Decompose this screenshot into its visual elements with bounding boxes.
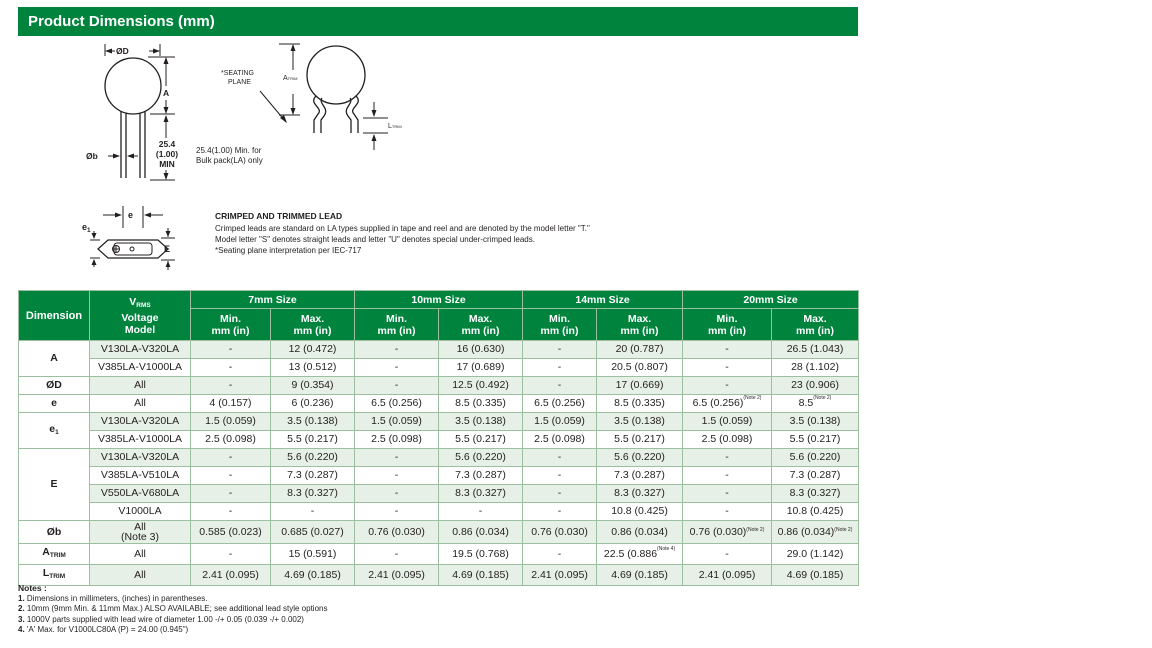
value-cell: - xyxy=(355,485,439,503)
seating-plane-label-1: *SEATING xyxy=(221,70,254,77)
value-cell: 1.5 (0.059) xyxy=(191,413,271,431)
value-cell: - xyxy=(191,544,271,565)
table-row xyxy=(19,544,859,565)
value-cell: - xyxy=(523,341,597,359)
crimp-description xyxy=(215,223,590,256)
value-cell: - xyxy=(439,503,523,521)
value-cell: 5.5 (0.217) xyxy=(772,431,859,449)
value-cell: 0.86 (0.034) xyxy=(439,521,523,544)
dimension-diagram xyxy=(18,38,858,288)
value-cell: - xyxy=(523,503,597,521)
dim-cell: Øb xyxy=(19,521,90,544)
table-row xyxy=(19,485,859,503)
value-cell: 3.5 (0.138) xyxy=(271,413,355,431)
value-cell: 0.76 (0.030) xyxy=(523,521,597,544)
value-cell: - xyxy=(683,341,772,359)
header-voltage-model: $V_{RMS}$ Voltage Model xyxy=(90,291,191,341)
value-cell: - xyxy=(271,503,355,521)
value-cell: 29.0 (1.142) xyxy=(772,544,859,565)
e1-label: $e_1$ xyxy=(82,222,91,234)
dim-cell: A xyxy=(19,341,90,377)
dimensions-table xyxy=(18,290,859,586)
value-cell: 5.6 (0.220) xyxy=(271,449,355,467)
value-cell: - xyxy=(683,359,772,377)
value-cell: 6.5 (0.256) xyxy=(523,395,597,413)
value-cell: 0.86 (0.034) xyxy=(597,521,683,544)
value-cell: 17 (0.669) xyxy=(597,377,683,395)
e-label: e xyxy=(128,210,134,220)
table-row xyxy=(19,413,859,431)
dim-cell: $e_1$ xyxy=(19,413,90,449)
table-row xyxy=(19,503,859,521)
value-cell: - xyxy=(523,467,597,485)
table-row xyxy=(19,467,859,485)
header-min: Min. mm (in) xyxy=(191,309,271,341)
table-row xyxy=(19,341,859,359)
header-max: Max. mm (in) xyxy=(271,309,355,341)
value-cell: 17 (0.689) xyxy=(439,359,523,377)
header-max: Max. mm (in) xyxy=(772,309,859,341)
value-cell: 10.8 (0.425) xyxy=(772,503,859,521)
model-cell: V385LA-V510LA xyxy=(90,467,191,485)
note-item: 2. 10mm (9mm Min. & 11mm Max.) ALSO AVAILABLE; see additional lead style options xyxy=(18,604,328,613)
model-cell: V385LA-V1000LA xyxy=(90,431,191,449)
value-cell: 22.5 (0.886$^{(Note 4)}$ xyxy=(597,544,683,565)
value-cell: 0.76 (0.030) xyxy=(355,521,439,544)
value-cell: 23 (0.906) xyxy=(772,377,859,395)
value-cell: 4.69 (0.185) xyxy=(439,565,523,586)
header-size-10mm: 10mm Size xyxy=(355,291,523,309)
value-cell: 8.5$^{(Note 2)}$ xyxy=(772,395,859,413)
value-cell: - xyxy=(523,377,597,395)
value-cell: 2.5 (0.098) xyxy=(523,431,597,449)
bulk-note-2: Bulk pack(LA) only xyxy=(196,156,263,165)
value-cell: 0.76 (0.030)$^{(Note 2)}$ xyxy=(683,521,772,544)
value-cell: 13 (0.512) xyxy=(271,359,355,377)
value-cell: 8.3 (0.327) xyxy=(772,485,859,503)
value-cell: 2.41 (0.095) xyxy=(355,565,439,586)
note-item: 3. 1000V parts supplied with lead wire of diameter 1.00 -/+ 0.05 (0.039 -/+ 0.002) xyxy=(18,614,304,624)
model-cell: V550LA-V680LA xyxy=(90,485,191,503)
table-row xyxy=(19,395,859,413)
note-item: 4. 'A' Max. for V1000LC80A (P) = 24.00 (0.945") xyxy=(18,625,189,634)
value-cell: 0.585 (0.023) xyxy=(191,521,271,544)
section-title: Product Dimensions (mm) xyxy=(18,7,858,36)
dim-cell: $A_{TRIM}$ xyxy=(19,544,90,565)
value-cell: 3.5 (0.138) xyxy=(597,413,683,431)
crimp-line: *Seating plane interpretation per IEC-717 xyxy=(215,246,362,255)
value-cell: 4.69 (0.185) xyxy=(597,565,683,586)
lead-length-label-2: (1.00) xyxy=(155,149,179,159)
l-trim-label: LTRIM xyxy=(388,123,402,130)
value-cell: - xyxy=(191,467,271,485)
value-cell: 20 (0.787) xyxy=(597,341,683,359)
value-cell: 8.5 (0.335) xyxy=(439,395,523,413)
note-item: 1. Dimensions in millimeters, (inches) in parentheses. xyxy=(18,593,208,603)
value-cell: - xyxy=(683,485,772,503)
value-cell: 9 (0.354) xyxy=(271,377,355,395)
value-cell: - xyxy=(683,467,772,485)
value-cell: - xyxy=(523,359,597,377)
dim-cell: E xyxy=(19,449,90,521)
value-cell: 2.41 (0.095) xyxy=(683,565,772,586)
value-cell: - xyxy=(191,449,271,467)
model-cell: All (Note 3) xyxy=(90,521,191,544)
header-size-20mm: 20mm Size xyxy=(683,291,859,309)
model-cell: V1000LA xyxy=(90,503,191,521)
crimp-line: Model letter "S" denotes straight leads and letter "U" denotes special under-crimped leads. xyxy=(215,235,535,244)
value-cell: - xyxy=(355,503,439,521)
lead-length-label-1: 25.4 xyxy=(158,139,176,149)
value-cell: 1.5 (0.059) xyxy=(523,413,597,431)
value-cell: 26.5 (1.043) xyxy=(772,341,859,359)
header-size-7mm: 7mm Size xyxy=(191,291,355,309)
header-max: Max. mm (in) xyxy=(439,309,523,341)
value-cell: 19.5 (0.768) xyxy=(439,544,523,565)
value-cell: 7.3 (0.287) xyxy=(772,467,859,485)
value-cell: 5.5 (0.217) xyxy=(271,431,355,449)
value-cell: 4 (0.157) xyxy=(191,395,271,413)
value-cell: 7.3 (0.287) xyxy=(597,467,683,485)
value-cell: 8.3 (0.327) xyxy=(271,485,355,503)
value-cell: - xyxy=(683,449,772,467)
value-cell: 2.41 (0.095) xyxy=(523,565,597,586)
value-cell: 6.5 (0.256)$^{(Note 2)}$ xyxy=(683,395,772,413)
model-cell: V130LA-V320LA xyxy=(90,413,191,431)
table-row xyxy=(19,377,859,395)
value-cell: - xyxy=(683,377,772,395)
header-max: Max. mm (in) xyxy=(597,309,683,341)
value-cell: - xyxy=(523,485,597,503)
value-cell: - xyxy=(523,544,597,565)
value-cell: 28 (1.102) xyxy=(772,359,859,377)
value-cell: - xyxy=(191,359,271,377)
header-dimension: Dimension xyxy=(19,291,90,341)
value-cell: 10.8 (0.425) xyxy=(597,503,683,521)
value-cell: - xyxy=(355,341,439,359)
value-cell: - xyxy=(355,449,439,467)
model-cell: All xyxy=(90,565,191,586)
model-cell: V385LA-V1000LA xyxy=(90,359,191,377)
model-cell: V130LA-V320LA xyxy=(90,449,191,467)
ob-label: Øb xyxy=(86,151,98,161)
value-cell: - xyxy=(355,467,439,485)
value-cell: - xyxy=(683,503,772,521)
dim-cell: e xyxy=(19,395,90,413)
header-size-14mm: 14mm Size xyxy=(523,291,683,309)
value-cell: 1.5 (0.059) xyxy=(355,413,439,431)
header-min: Min. mm (in) xyxy=(683,309,772,341)
value-cell: - xyxy=(355,359,439,377)
value-cell: 8.5 (0.335) xyxy=(597,395,683,413)
value-cell: 4.69 (0.185) xyxy=(772,565,859,586)
value-cell: 5.6 (0.220) xyxy=(772,449,859,467)
value-cell: - xyxy=(191,377,271,395)
value-cell: - xyxy=(523,449,597,467)
value-cell: 2.5 (0.098) xyxy=(683,431,772,449)
value-cell: 0.685 (0.027) xyxy=(271,521,355,544)
value-cell: 5.6 (0.220) xyxy=(439,449,523,467)
lead-length-label-3: MIN xyxy=(159,159,175,169)
header-min: Min. mm (in) xyxy=(355,309,439,341)
crimp-line: Crimped leads are standard on LA types supplied in tape and reel and are denoted by the model letter "T." xyxy=(215,224,590,233)
value-cell: 12.5 (0.492) xyxy=(439,377,523,395)
value-cell: - xyxy=(191,485,271,503)
table-row xyxy=(19,431,859,449)
bulk-note-1: 25.4(1.00) Min. for xyxy=(196,146,262,155)
value-cell: 15 (0.591) xyxy=(271,544,355,565)
E-label: E xyxy=(164,244,171,254)
value-cell: 0.86 (0.034)$^{(Note 2)}$ xyxy=(772,521,859,544)
value-cell: 8.3 (0.327) xyxy=(597,485,683,503)
value-cell: 5.5 (0.217) xyxy=(439,431,523,449)
crimp-title: CRIMPED AND TRIMMED LEAD xyxy=(215,211,343,221)
a-trim-label: ATRIM xyxy=(283,75,298,82)
value-cell: - xyxy=(191,503,271,521)
value-cell: 7.3 (0.287) xyxy=(439,467,523,485)
value-cell: 5.5 (0.217) xyxy=(597,431,683,449)
table-row xyxy=(19,449,859,467)
value-cell: 8.3 (0.327) xyxy=(439,485,523,503)
model-cell: All xyxy=(90,544,191,565)
value-cell: 7.3 (0.287) xyxy=(271,467,355,485)
value-cell: - xyxy=(355,544,439,565)
table-row xyxy=(19,359,859,377)
value-cell: 4.69 (0.185) xyxy=(271,565,355,586)
model-cell: All xyxy=(90,395,191,413)
value-cell: 6 (0.236) xyxy=(271,395,355,413)
od-label: ØD xyxy=(116,46,129,56)
header-min: Min. mm (in) xyxy=(523,309,597,341)
dim-cell: $L_{TRIM}$ xyxy=(19,565,90,586)
table-row xyxy=(19,521,859,544)
value-cell: - xyxy=(355,377,439,395)
value-cell: 5.6 (0.220) xyxy=(597,449,683,467)
model-cell: All xyxy=(90,377,191,395)
value-cell: 1.5 (0.059) xyxy=(683,413,772,431)
a-label: A xyxy=(163,88,170,98)
notes-title: Notes : xyxy=(18,583,47,593)
value-cell: 3.5 (0.138) xyxy=(772,413,859,431)
value-cell: - xyxy=(191,341,271,359)
value-cell: 2.41 (0.095) xyxy=(191,565,271,586)
dim-cell: ØD xyxy=(19,377,90,395)
value-cell: 20.5 (0.807) xyxy=(597,359,683,377)
notes xyxy=(18,583,327,636)
value-cell: 2.5 (0.098) xyxy=(191,431,271,449)
value-cell: 3.5 (0.138) xyxy=(439,413,523,431)
model-cell: V130LA-V320LA xyxy=(90,341,191,359)
value-cell: 6.5 (0.256) xyxy=(355,395,439,413)
value-cell: 12 (0.472) xyxy=(271,341,355,359)
value-cell: 2.5 (0.098) xyxy=(355,431,439,449)
seating-plane-label-2: PLANE xyxy=(228,79,251,86)
value-cell: 16 (0.630) xyxy=(439,341,523,359)
value-cell: - xyxy=(683,544,772,565)
